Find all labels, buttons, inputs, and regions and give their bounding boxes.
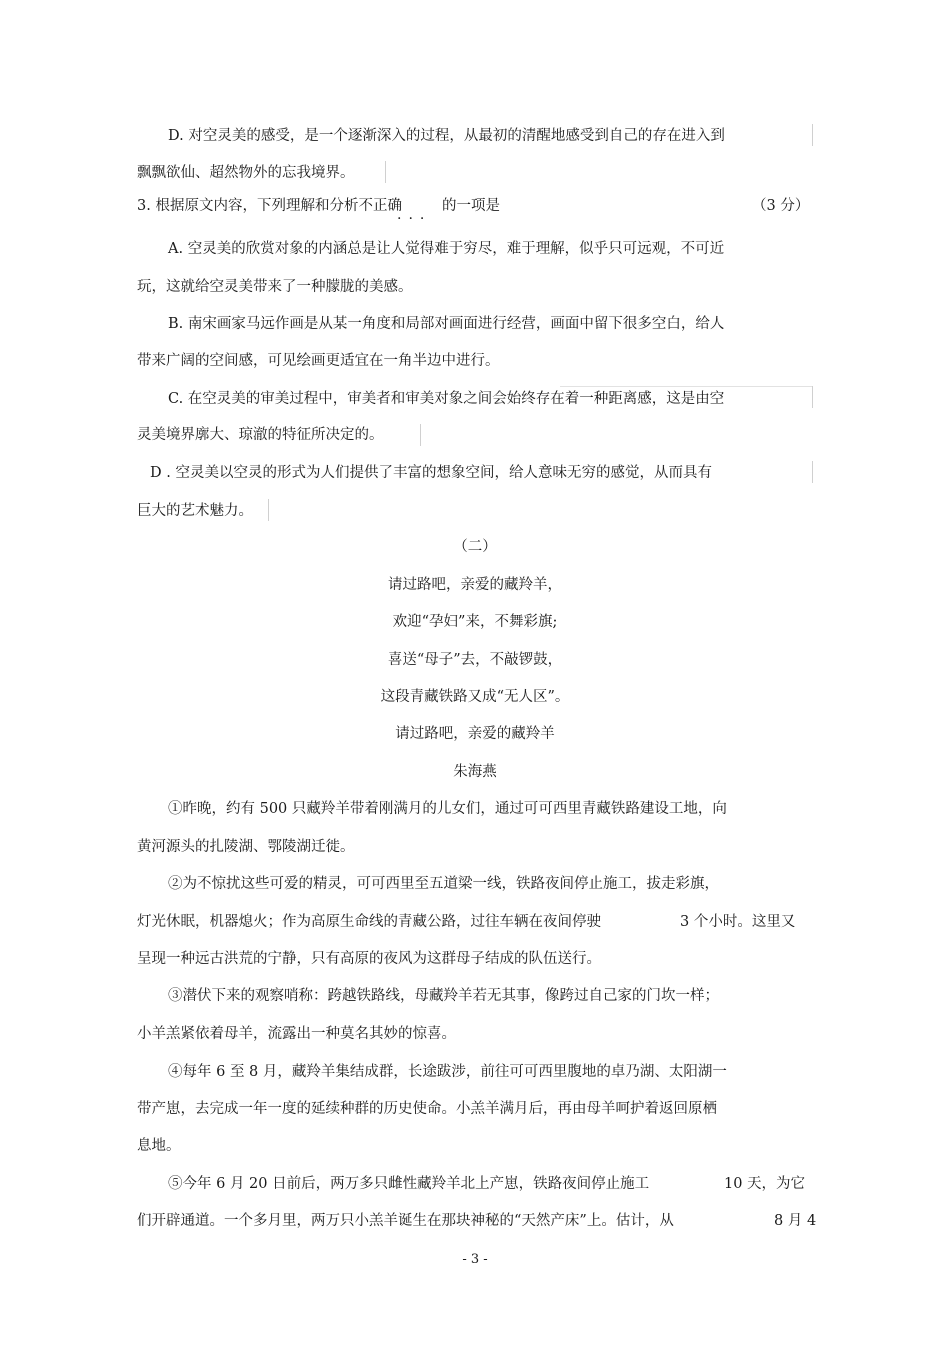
margin-rule xyxy=(420,424,421,446)
paragraph-5-line1b: 10 天，为它 xyxy=(724,1176,806,1192)
paragraph-4-line3: 息地。 xyxy=(137,1138,181,1154)
poem-line: 这段青藏铁路又成“无人区”。 xyxy=(380,689,570,705)
paragraph-5-line2b: 8 月 4 xyxy=(774,1213,817,1229)
paragraph-3-line1: ③潜伏下来的观察哨称：跨越铁路线，母藏羚羊若无其事，像跨过自己家的门坎一样； xyxy=(168,988,719,1004)
q3-stem-tail: 的一项是 xyxy=(442,198,500,214)
paragraph-1-line2: 黄河源头的扎陵湖、鄂陵湖迁徙。 xyxy=(137,839,355,855)
q3-stem: 3. 根据原文内容，下列理解和分析不正确 xyxy=(137,198,402,214)
q2-option-d-line2: 飘飘欲仙、超然物外的忘我境界。 xyxy=(137,165,355,181)
q3-option-b-line1: B. 南宋画家马远作画是从某一角度和局部对画面进行经营，画面中留下很多空白，给人 xyxy=(168,316,725,332)
paragraph-4-line1: ④每年 6 至 8 月，藏羚羊集结成群，长途跋涉，前往可可西里腹地的卓乃湖、太阳湖一 xyxy=(168,1064,727,1080)
emphasis-dots: ... xyxy=(397,207,432,223)
paragraph-3-line2: 小羊羔紧依着母羊，流露出一种莫名其妙的惊喜。 xyxy=(137,1026,456,1042)
paragraph-5-line1a: ⑤今年 6 月 20 日前后，两万多只雌性藏羚羊北上产崽，铁路夜间停止施工 xyxy=(168,1176,650,1192)
q3-option-a-line2: 玩，这就给空灵美带来了一种朦胧的美感。 xyxy=(137,279,413,295)
q3-option-c-line1: C. 在空灵美的审美过程中，审美者和审美对象之间会始终存在着一种距离感，这是由空 xyxy=(168,391,725,407)
margin-rule xyxy=(385,161,386,183)
margin-rule xyxy=(812,124,813,146)
q3-option-a-line1: A. 空灵美的欣赏对象的内涵总是让人觉得难于穷尽，难于理解，似乎只可远观，不可近 xyxy=(168,241,725,257)
margin-rule xyxy=(812,461,813,483)
paragraph-2-line3: 呈现一种远古洪荒的宁静，只有高原的夜风为这群母子结成的队伍送行。 xyxy=(137,951,601,967)
margin-rule xyxy=(812,386,813,408)
page-number: - 3 - xyxy=(462,1252,488,1267)
q3-option-d-line1: D . 空灵美以空灵的形式为人们提供了丰富的想象空间，给人意味无穷的感觉，从而具有 xyxy=(150,465,712,481)
article-author: 朱海燕 xyxy=(453,764,497,780)
q3-score: （3 分） xyxy=(752,198,810,214)
q3-option-d-line2: 巨大的艺术魅力。 xyxy=(137,503,253,519)
paragraph-1-line1: ①昨晚，约有 500 只藏羚羊带着刚满月的儿女们，通过可可西里青藏铁路建设工地，向 xyxy=(168,801,727,817)
margin-rule xyxy=(268,499,269,521)
paragraph-5-line2a: 们开辟通道。一个多月里，两万只小羔羊诞生在那块神秘的“天然产床”上。估计，从 xyxy=(137,1213,674,1229)
poem-line: 请过路吧，亲爱的藏羚羊， xyxy=(388,577,562,593)
article-title: 请过路吧，亲爱的藏羚羊 xyxy=(395,726,555,742)
paragraph-2-line2b: 3 个小时。这里又 xyxy=(680,914,796,930)
section-heading: （二） xyxy=(453,539,497,555)
paragraph-4-line2: 带产崽，去完成一年一度的延续种群的历史使命。小羔羊满月后，再由母羊呵护着返回原栖 xyxy=(137,1101,717,1117)
poem-line: 欢迎“孕妇”来，不舞彩旗; xyxy=(392,614,558,630)
margin-rule xyxy=(560,386,813,387)
paragraph-2-line2a: 灯光休眠，机器熄火；作为高原生命线的青藏公路，过往车辆在夜间停驶 xyxy=(137,914,601,930)
poem-line: 喜送“母子”去，不敲锣鼓， xyxy=(387,652,563,668)
q3-option-b-line2: 带来广阔的空间感，可见绘画更适宜在一角半边中进行。 xyxy=(137,353,500,369)
q3-option-c-line2: 灵美境界廓大、琼澈的特征所决定的。 xyxy=(137,427,384,443)
paragraph-2-line1: ②为不惊扰这些可爱的精灵，可可西里至五道梁一线，铁路夜间停止施工，拔走彩旗， xyxy=(168,876,719,892)
q2-option-d-line1: D. 对空灵美的感受，是一个逐渐深入的过程，从最初的清醒地感受到自己的存在进入到 xyxy=(168,128,725,144)
